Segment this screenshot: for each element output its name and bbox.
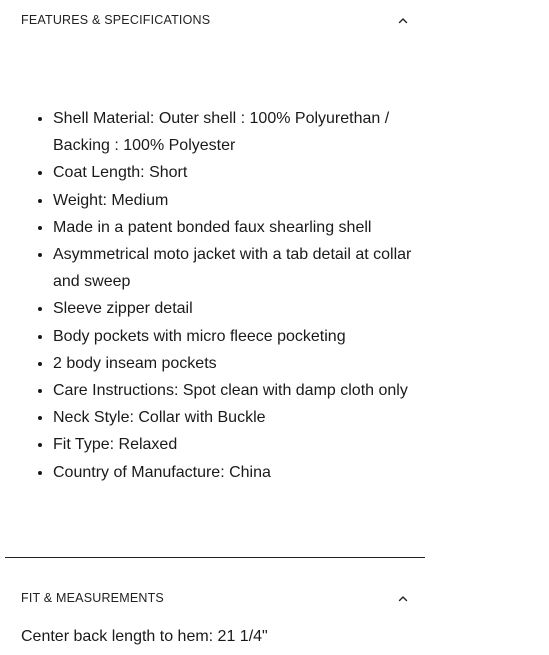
- list-item: • Country of Manufacture: China: [53, 459, 413, 486]
- chevron-up-icon[interactable]: [397, 592, 409, 604]
- list-item: • Asymmetrical moto jacket with a tab detail at collar and sweep: [53, 241, 413, 295]
- fit-title: FIT & MEASUREMENTS: [21, 591, 164, 605]
- features-title: FEATURES & SPECIFICATIONS: [21, 13, 211, 27]
- list-item: • Made in a patent bonded faux shearling shell: [53, 214, 413, 241]
- section-divider: [5, 557, 425, 558]
- list-item: • Fit Type: Relaxed: [53, 431, 413, 458]
- features-accordion-header[interactable]: [5, 10, 425, 30]
- chevron-up-icon[interactable]: [397, 14, 409, 26]
- list-item: • Body pockets with micro fleece pocketing: [53, 323, 413, 350]
- features-list: [31, 105, 413, 486]
- list-item: • 2 body inseam pockets: [53, 350, 413, 377]
- list-item: • Shell Material: Outer shell : 100% Polyurethan / Backing : 100% Polyester: [53, 105, 413, 159]
- fit-accordion: [5, 588, 425, 608]
- fit-accordion-header[interactable]: [5, 588, 425, 608]
- list-item: • Coat Length: Short: [53, 159, 413, 186]
- features-accordion: [5, 10, 425, 30]
- list-item: • Weight: Medium: [53, 187, 413, 214]
- list-item: • Care Instructions: Spot clean with damp cloth only: [53, 377, 413, 404]
- list-item: • Neck Style: Collar with Buckle: [53, 404, 413, 431]
- fit-measurement-text: Center back length to hem: 21 1/4": [21, 628, 268, 645]
- list-item: • Sleeve zipper detail: [53, 295, 413, 322]
